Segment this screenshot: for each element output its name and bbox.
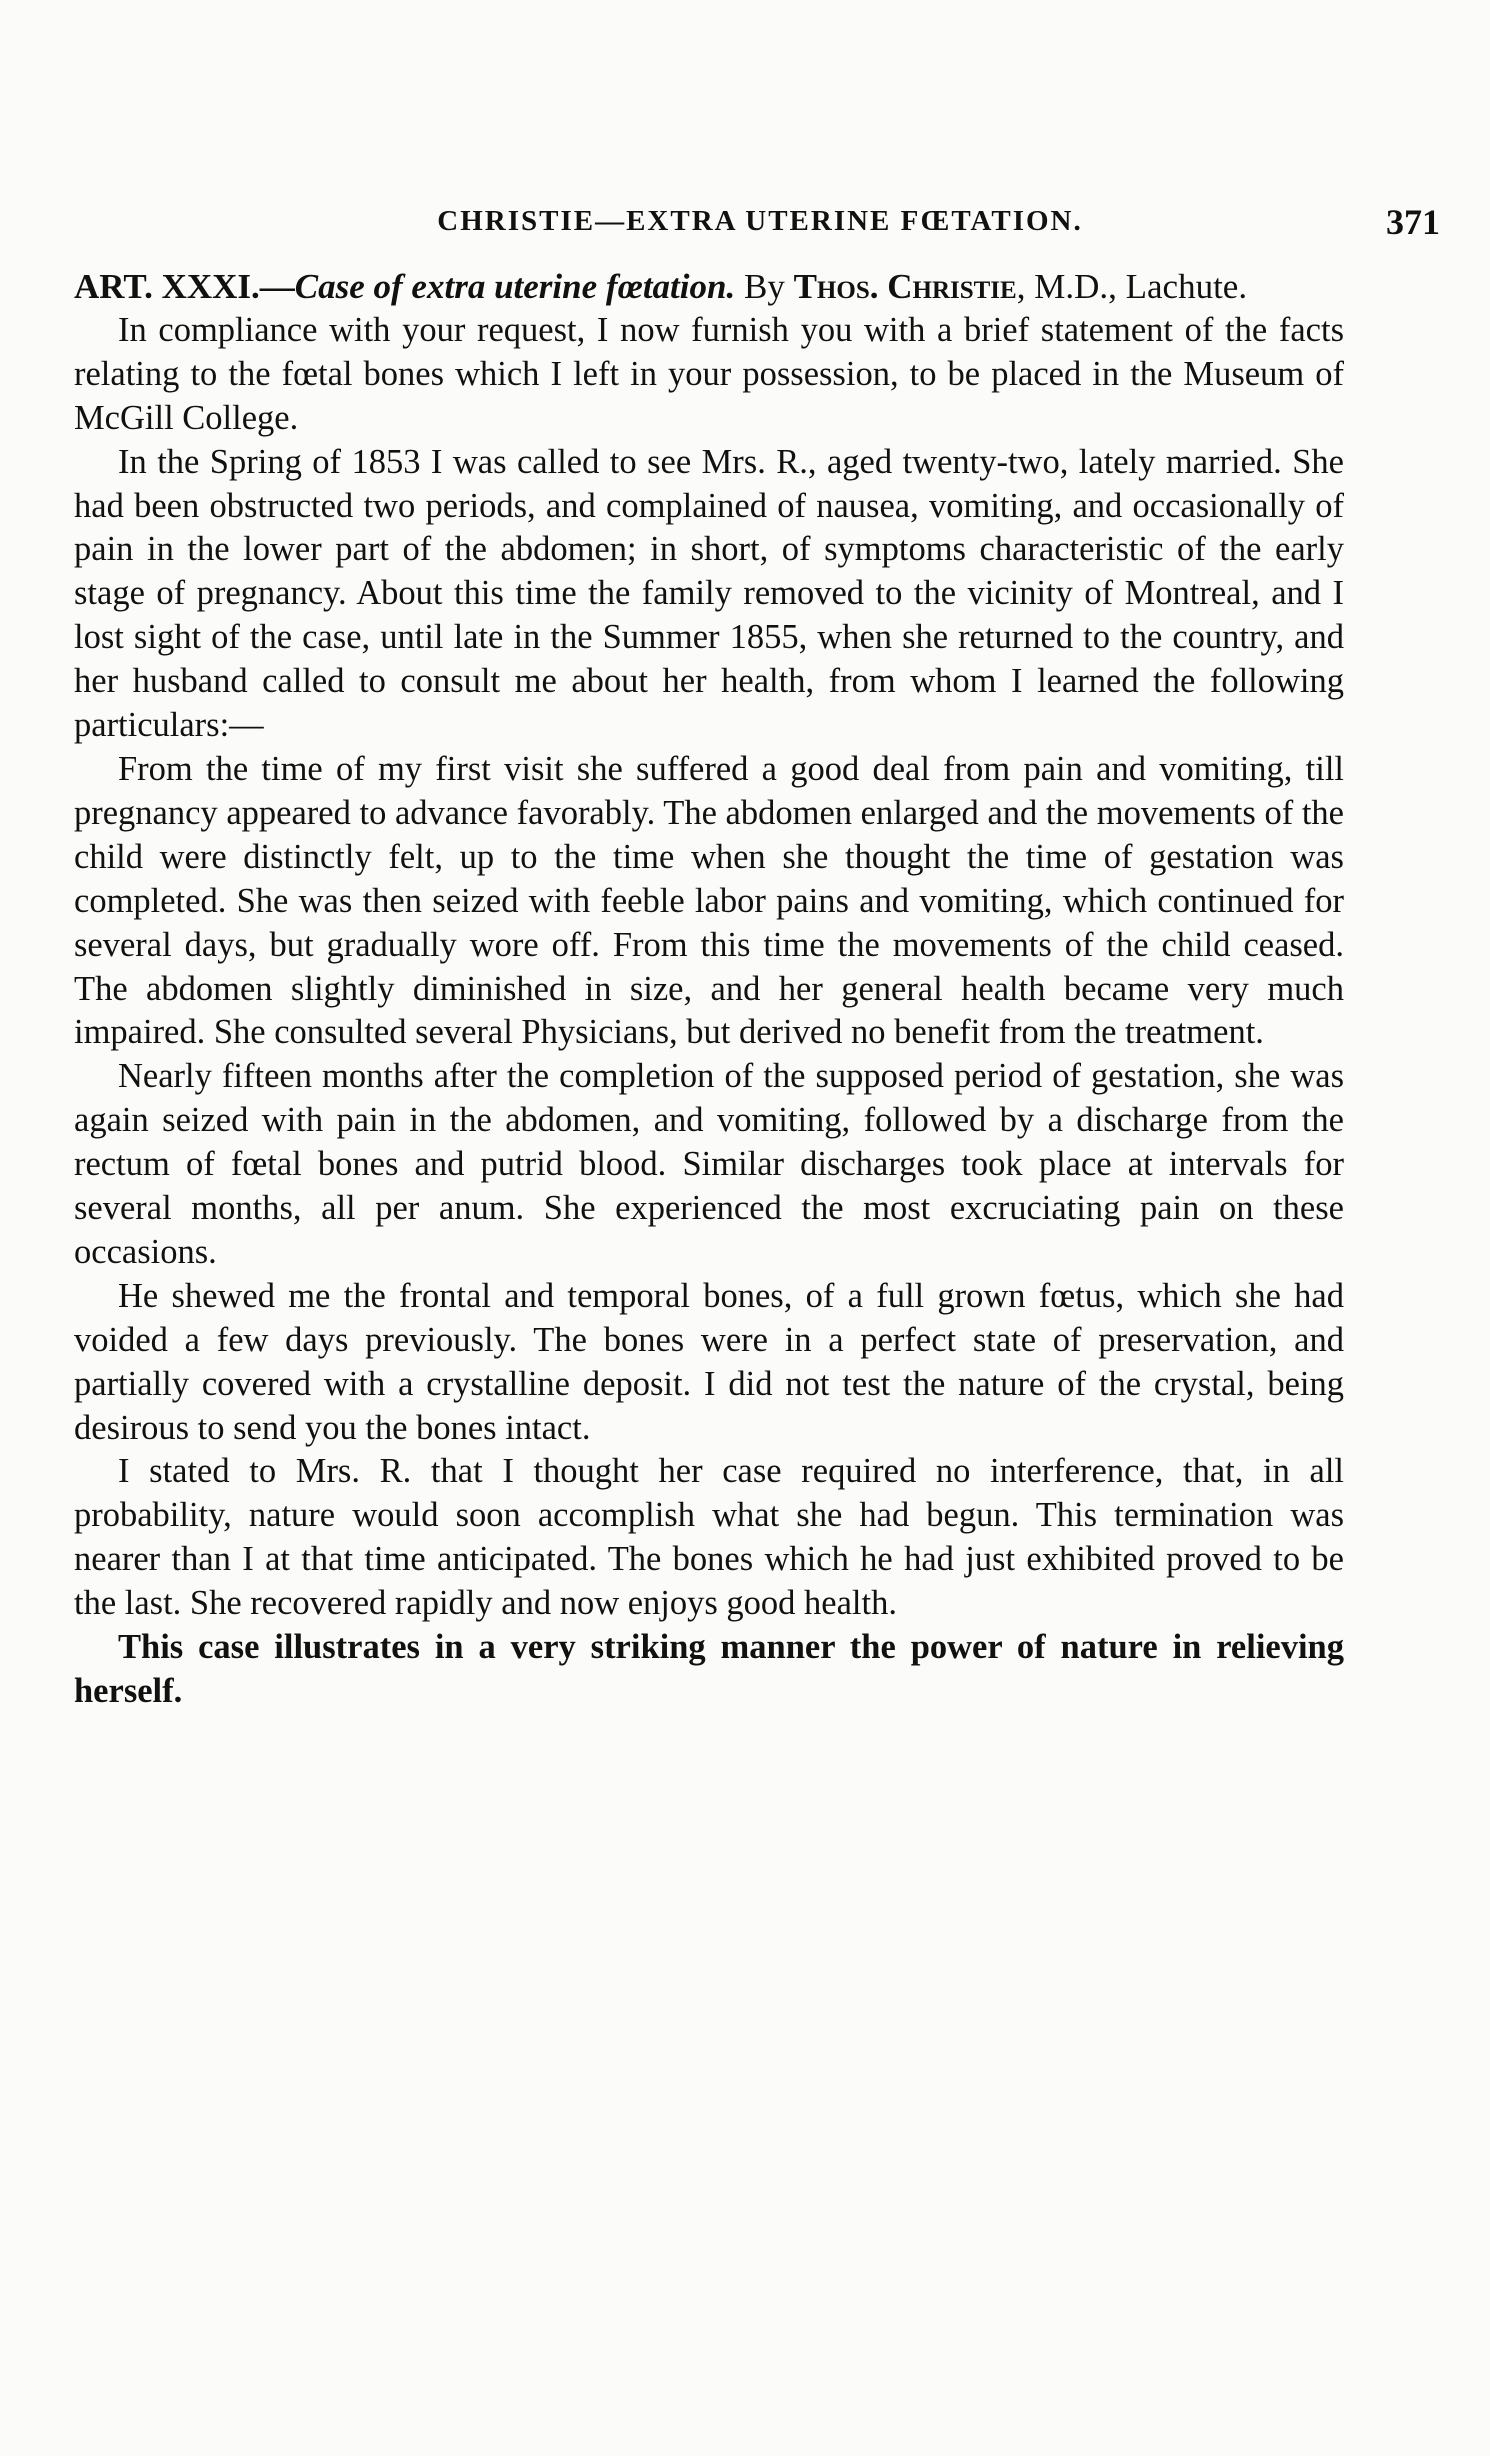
paragraph: Nearly fifteen months after the completion of the supposed period of gestation, she was again seized with pain in the abdomen, and vomiting, followed by a discharge from the rectum of fœtal bones and putrid blood. Similar discharges took place at intervals for several months, all per anum. She experienced the most excruciating pain on these occasions.: [74, 1057, 1344, 1271]
article-heading: [74, 265, 1344, 309]
running-head: [80, 202, 1440, 245]
article-by: By: [735, 267, 794, 306]
paragraph: In compliance with your request, I now furnish you with a brief statement of the facts relating to the fœtal bones which I left in your possession, to be placed in the Museum of McGill College.: [74, 310, 1344, 437]
paragraph: From the time of my first visit she suffered a good deal from pain and vomiting, till pregnancy appeared to advance favorably. The abdomen enlarged and the movements of the child were distinctly felt, up to the time when she thought the time of gestation was completed. She was then seized with feeble labor pains and vomiting, which continued for several days, but gradually wore off. From this time the movements of the child ceased. The abdomen slightly diminished in size, and her general health became very much impaired. She consulted several Physicians, but derived no benefit from the treatment.: [74, 749, 1344, 1052]
closing-paragraph: This case illustrates in a very striking manner the power of nature in relieving herself.: [74, 1628, 1344, 1710]
article-body: [74, 265, 1344, 1714]
page-number: 371: [1386, 202, 1440, 242]
paragraph: I stated to Mrs. R. that I thought her case required no interference, that, in all probability, nature would soon accomplish what she had begun. This termination was nearer than I at that time anticipated. The bones which he had just exhibited proved to be the last. She recovered rapidly and now enjoys good health.: [74, 1452, 1344, 1623]
article-number: ART. XXXI.—: [74, 267, 295, 306]
paragraph: He shewed me the frontal and temporal bones, of a full grown fœtus, which she had voided a few days previously. The bones were in a perfect state of preservation, and partially covered with a crystalline deposit. I did not test the nature of the crystal, being desirous to send you the bones intact.: [74, 1276, 1344, 1447]
paragraph: In the Spring of 1853 I was called to see Mrs. R., aged twenty-two, lately married. She had been obstructed two periods, and complained of nausea, vomiting, and occasionally of pain in the lower part of the abdomen; in short, of symptoms characteristic of the early stage of pregnancy. About this time the family removed to the vicinity of Montreal, and I lost sight of the case, until late in the Summer 1855, when she returned to the country, and her husband called to consult me about her health, from whom I learned the following particulars:—: [74, 442, 1344, 745]
article-author: Thos. Christie: [793, 267, 1017, 306]
running-title: CHRISTIE—EXTRA UTERINE FŒTATION.: [437, 205, 1083, 237]
article-credentials: , M.D., Lachute.: [1016, 267, 1248, 306]
article-title: Case of extra uterine fœtation.: [294, 267, 736, 306]
